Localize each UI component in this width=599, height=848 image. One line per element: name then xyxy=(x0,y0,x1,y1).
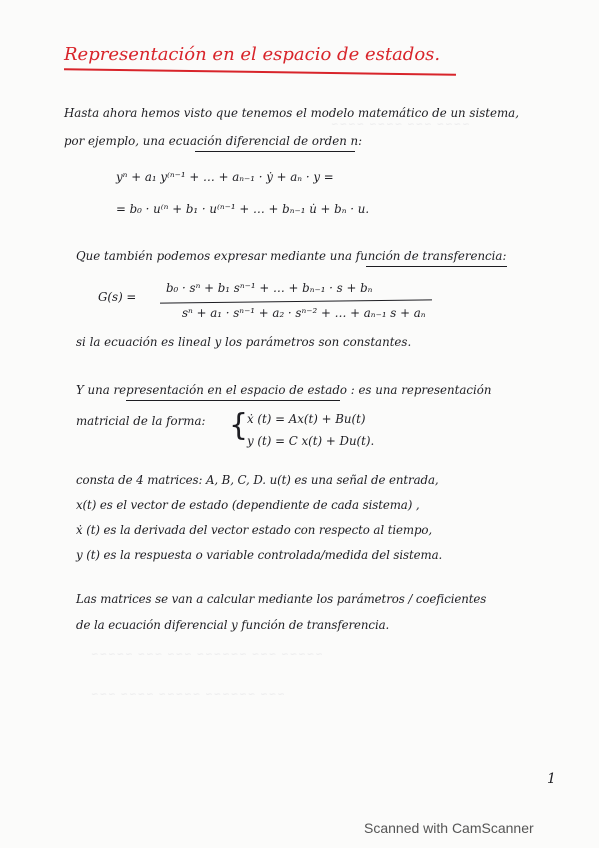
closing-line-2: de la ecuación diferencial y función de transferencia. xyxy=(76,618,390,632)
tf-lhs: G(s) = xyxy=(98,290,137,304)
left-brace: { xyxy=(229,408,249,443)
ss-intro-underline xyxy=(126,400,340,401)
intro-underline xyxy=(195,151,355,152)
ode-line-1: yⁿ + a₁ y⁽ⁿ⁻¹ + … + aₙ₋₁ · ẏ + aₙ · y = xyxy=(116,170,334,184)
scanner-watermark: Scanned with CamScanner xyxy=(364,820,534,836)
bleed-through-text: ~~~~~ ~~~ ~~~~~~ ~~~ ~~~ ~~~~~ xyxy=(90,650,323,660)
ss-intro-line-2: matricial de la forma: xyxy=(76,414,206,428)
ode-line-2: = b₀ · u⁽ⁿ + b₁ · u⁽ⁿ⁻¹ + … + bₙ₋₁ u̇ + bₙ · u. xyxy=(116,202,370,216)
ss-eq-output: y (t) = C x(t) + Du(t). xyxy=(247,434,375,448)
desc-line-4: y (t) es la respuesta o variable controlada/medida del sistema. xyxy=(76,548,443,562)
tf-fraction-bar xyxy=(160,299,432,304)
intro-line-1: Hasta ahora hemos visto que tenemos el modelo matemático de un sistema, xyxy=(64,106,519,120)
desc-line-1: consta de 4 matrices: A, B, C, D. u(t) es una señal de entrada, xyxy=(76,473,439,487)
page-title: Representación en el espacio de estados. xyxy=(64,44,441,65)
bleed-through-text: ~~~~ ~~~ ~~~~ ~~~~ xyxy=(330,120,470,130)
bleed-through-text: ~~~ ~~~~~~ ~~~~~ ~~~~ ~~~ xyxy=(90,690,285,700)
title-underline xyxy=(64,68,456,75)
tf-note: si la ecuación es lineal y los parámetros son constantes. xyxy=(76,335,412,349)
desc-line-3: ẋ (t) es la derivada del vector estado con respecto al tiempo, xyxy=(76,523,433,537)
tf-intro: Que también podemos expresar mediante una función de transferencia: xyxy=(76,249,507,263)
tf-intro-underline xyxy=(366,266,507,267)
ss-eq-state: ẋ (t) = Ax(t) + Bu(t) xyxy=(247,412,366,426)
tf-numerator: b₀ · sⁿ + b₁ sⁿ⁻¹ + … + bₙ₋₁ · s + bₙ xyxy=(166,281,373,295)
closing-line-1: Las matrices se van a calcular mediante los parámetros / coeficientes xyxy=(76,592,487,606)
tf-denominator: sⁿ + a₁ · sⁿ⁻¹ + a₂ · sⁿ⁻² + … + aₙ₋₁ s + aₙ xyxy=(182,306,426,320)
desc-line-2: x(t) es el vector de estado (dependiente de cada sistema) , xyxy=(76,498,420,512)
page-number: 1 xyxy=(547,771,556,787)
intro-line-2: por ejemplo, una ecuación diferencial de orden n: xyxy=(64,134,363,148)
ss-intro-line-1: Y una representación en el espacio de estado : es una representación xyxy=(76,383,492,397)
